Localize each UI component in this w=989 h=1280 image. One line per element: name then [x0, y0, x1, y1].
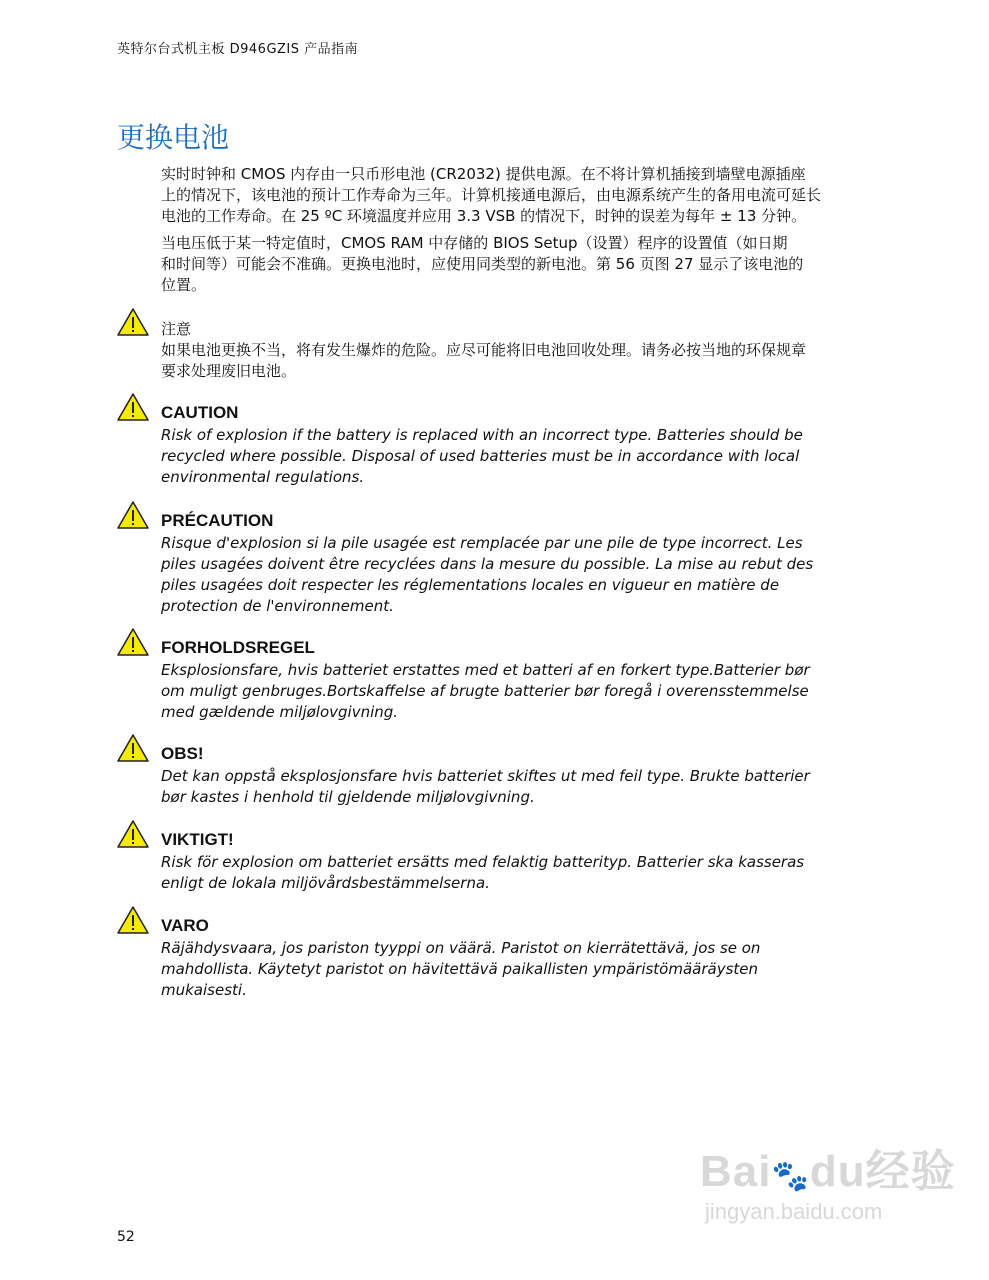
warning-triangle-icon: [117, 906, 149, 934]
warning-text: [161, 852, 804, 894]
page-title: 更换电池: [117, 121, 230, 154]
text-line: piles usagées doit respecter les réglementations locales en vigueur en matière de: [161, 576, 780, 594]
warning-triangle-icon: [117, 393, 149, 421]
text-line: mahdollista. Käytetyt paristot on hävitettävä paikallisten ympäristömääräysten: [161, 960, 759, 978]
text-line: 上的情况下，该电池的预计工作寿命为三年。计算机接通电源后，由电源系统产生的备用电流可延长: [161, 186, 822, 204]
text-line: 如果电池更换不当，将有发生爆炸的危险。应尽可能将旧电池回收处理。请务必按当地的环保规章: [161, 341, 807, 359]
warning-heading: VIKTIGT!: [161, 830, 234, 849]
warning-text: [161, 425, 803, 488]
warning-text: [161, 660, 810, 723]
text-line: om muligt genbruges.Bortskaffelse af brugte batterier bør foregå i overensstemmelse: [161, 682, 809, 700]
warning-heading: PRÉCAUTION: [161, 511, 274, 530]
text-line: mukaisesti.: [161, 981, 247, 999]
intro-paragraph-2: [161, 233, 803, 296]
page-number: 52: [117, 1229, 135, 1245]
text-line: 和时间等）可能会不准确。更换电池时，应使用同类型的新电池。第 56 页图 27 显示了该电池的: [161, 255, 804, 273]
warning-text: [161, 340, 806, 382]
text-line: 实时时钟和 CMOS 内存由一只币形电池 (CR2032) 提供电源。在不将计算机插接到墙壁电源插座: [161, 165, 806, 183]
warning-triangle-icon: [117, 628, 149, 656]
warning-heading: 注意: [161, 320, 192, 338]
text-line: Risk för explosion om batteriet ersätts med felaktig batterityp. Batterier ska kasseras: [161, 853, 805, 871]
warning-triangle-icon: [117, 308, 149, 336]
text-line: Eksplosionsfare, hvis batteriet erstattes med et batteri af en forkert type.Batterier bør: [161, 661, 810, 679]
text-line: Risque d'explosion si la pile usagée est remplacée par une pile de type incorrect. Les: [161, 534, 803, 552]
warning-heading: VARO: [161, 916, 209, 935]
text-line: bør kastes i henhold til gjeldende miljølovgivning.: [161, 788, 535, 806]
text-line: 当电压低于某一特定值时，CMOS RAM 中存储的 BIOS Setup（设置）程序的设置值（如日期: [161, 234, 788, 252]
warning-text: [161, 533, 813, 617]
warning-text: [161, 766, 810, 808]
text-line: enligt de lokala miljövårdsbestämmelserna.: [161, 874, 490, 892]
warning-heading: OBS!: [161, 744, 204, 763]
text-line: med gældende miljølovgivning.: [161, 703, 399, 721]
warning-triangle-icon: [117, 734, 149, 762]
text-line: Risk of explosion if the battery is replaced with an incorrect type. Batteries should be: [161, 426, 803, 444]
text-line: protection de l'environnement.: [161, 597, 394, 615]
running-header: 英特尔台式机主板 D946GZIS 产品指南: [117, 42, 359, 57]
text-line: 要求处理废旧电池。: [161, 362, 297, 380]
warning-heading: FORHOLDSREGEL: [161, 638, 315, 657]
text-line: 电池的工作寿命。在 25 ºC 环境温度并应用 3.3 VSB 的情况下，时钟的误差为每年 ± 13 分钟。: [161, 207, 807, 225]
warning-triangle-icon: [117, 501, 149, 529]
text-line: Räjähdysvaara, jos pariston tyyppi on väärä. Paristot on kierrätettävä, jos se on: [161, 939, 761, 957]
baidu-watermark: [700, 1135, 956, 1225]
warning-text: [161, 938, 760, 1001]
text-line: environmental regulations.: [161, 468, 365, 486]
watermark-url: jingyan.baidu.com: [705, 1199, 883, 1224]
text-line: recycled where possible. Disposal of used batteries must be in accordance with local: [161, 447, 800, 465]
intro-paragraph-1: [161, 164, 821, 227]
text-line: 位置。: [161, 276, 207, 294]
text-line: piles usagées doivent être recyclées dans la mesure du possible. La mise au rebut des: [161, 555, 814, 573]
watermark-logo: Bai🐾du经验: [700, 1147, 956, 1196]
text-line: Det kan oppstå eksplosjonsfare hvis batteriet skiftes ut med feil type. Brukte batterier: [161, 767, 810, 785]
warning-triangle-icon: [117, 820, 149, 848]
warning-heading: CAUTION: [161, 403, 239, 422]
